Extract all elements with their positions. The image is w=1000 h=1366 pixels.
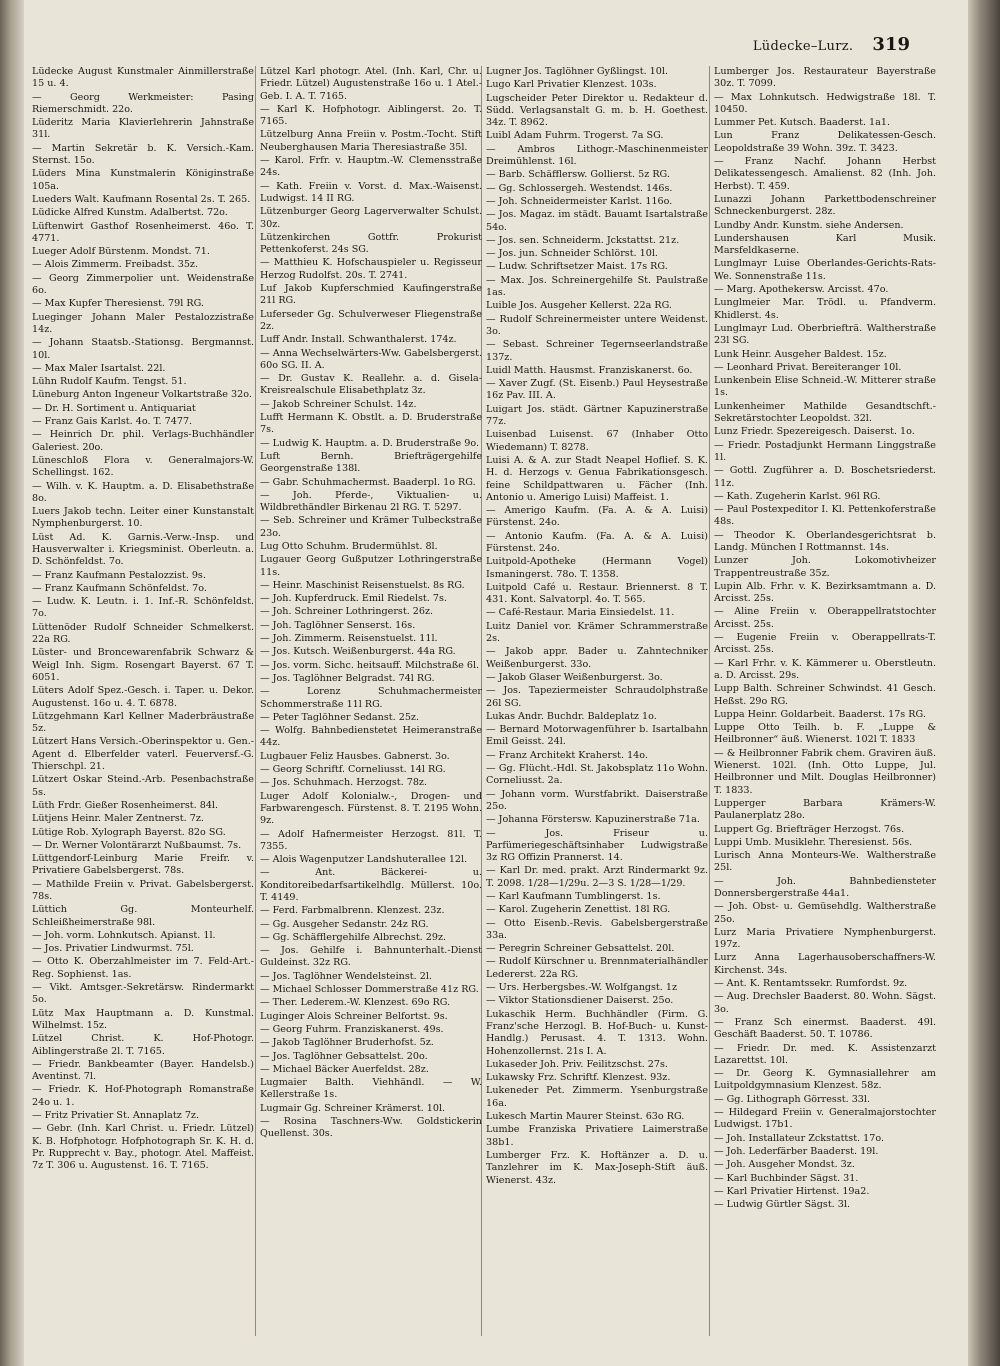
directory-entry: — Franz Kaufmann Schönfeldst. 7o. [32, 582, 207, 594]
directory-entry: — Otto K. Oberzahlmeister im 7. Feld-Art.-Reg. Sophienst. 1as. [32, 956, 254, 980]
directory-entry: — Kath. Freiin v. Vorst. d. Max.-Waisenst. Ludwigst. 14 II RG. [260, 180, 482, 204]
directory-entry: — Georg Fuhrm. Franziskanerst. 49s. [260, 1023, 444, 1035]
directory-entry: Lüdecke August Kunstmaler Ainmillerstraße 15 u. 4. [32, 66, 254, 90]
directory-entry: — Joh. Schreiner Lothringerst. 26z. [260, 606, 434, 618]
directory-entry: — Joh. Ausgeher Mondst. 3z. [714, 1159, 855, 1171]
directory-entry: — Jos. Magaz. im städt. Bauamt Isartalstraße 54o. [486, 209, 708, 233]
directory-entry: — Karl Dr. med. prakt. Arzt Rindermarkt 9z. T. 2098. 1/28—1/29u. 2—3 S. 1/28—1/29. [486, 865, 708, 889]
directory-entry: — Ludwig Gürtler Sägst. 3l. [714, 1199, 851, 1211]
directory-entry: Lützert Oskar Steind.-Arb. Pesenbachstraße 5s. [32, 774, 254, 798]
directory-entry: Lüttich Gg. Monteurhelf. Schleißheimerstraße 98l. [32, 904, 254, 928]
directory-entry: — Jos. Privatier Lindwurmst. 75l. [32, 943, 194, 955]
directory-entry: — Theodor K. Oberlandesgerichtsrat b. Landg. München I Rottmannst. 14s. [714, 529, 936, 553]
directory-entry: — Gg. Ausgeher Sedanstr. 24z RG. [260, 918, 429, 930]
directory-entry: — Jos. Gehilfe i. Bahnunterhalt.-Dienst Guldeinst. 32z RG. [260, 945, 482, 969]
directory-entry: — Franz Sch einermst. Baaderst. 49l. Geschäft Baaderst. 50. T. 10786. [714, 1016, 936, 1041]
directory-entry: — Jakob Glaser Weißenburgerst. 3o. [486, 671, 663, 683]
directory-entry: Lüdicke Alfred Kunstm. Adalbertst. 72o. [32, 207, 228, 219]
directory-entry: — Ludw. K. Leutn. i. 1. Inf.-R. Schönfeldst. 7o. [32, 596, 254, 620]
directory-entry: Lugscheider Peter Direktor u. Redakteur d. Südd. Verlagsanstalt G. m. b. H. Goethest. 34z. T. 8962. [486, 92, 708, 129]
directory-entry: Luible Jos. Ausgeher Kellerst. 22a RG. [486, 300, 672, 312]
directory-entry: — Rosina Taschners-Ww. Goldstickerin Quellenst. 30s. [260, 1116, 482, 1140]
directory-entry: Luferseder Gg. Schulverweser Fliegenstraße 2z. [260, 308, 482, 332]
directory-entry: — Anna Wechselwärters-Ww. Gabelsbergerst. 60o SG. II. A. [260, 347, 482, 371]
directory-entry: Luisenbad Luisenst. 67 (Inhaber Otto Wiedemann) T. 8278. [486, 429, 708, 453]
directory-entry: — & Heilbronner Fabrik chem. Graviren äuß. Wienerst. 102l. (Inh. Otto Luppe, Jul. Heilbronner und Milt. Douglas Heilbronner) T. 1833. [714, 747, 936, 796]
directory-entry: — Wolfg. Bahnbedienstetet Heimeranstraße 44z. [260, 725, 482, 749]
directory-entry: — Peregrin Schreiner Gebsattelst. 20l. [486, 943, 675, 955]
directory-entry: — Karol. Zugeherin Zenettist. 18l RG. [486, 904, 671, 916]
directory-entry: Luger Adolf Kolonialw.-, Drogen- und Farbwarengesch. Fürstenst. 8. T. 2195 Wohn. 9z. [260, 790, 482, 827]
directory-entry: — Café-Restaur. Maria Einsiedelst. 11. [486, 607, 675, 619]
directory-entry: — Ant. Bäckerei- u. Konditoreibedarfsartikelhdlg. Müllerst. 10o. T. 4149. [260, 867, 482, 903]
directory-entry: — Bernard Motorwagenführer b. Isartalbahn Emil Geisst. 24l. [486, 724, 708, 748]
directory-entry: — Franz Gais Karlst. 4o. T. 7477. [32, 416, 193, 428]
directory-entry: Lützenkirchen Gottfr. Prokurist Pettenkoferst. 24s SG. [260, 231, 482, 256]
page-edge [968, 0, 1000, 1366]
directory-entry: Lugner Jos. Taglöhner Gyßlingst. 10l. [486, 66, 669, 77]
directory-entry: — Rudolf Schreinermeister untere Weidenst. 3o. [486, 313, 708, 337]
directory-entry: Lüth Frdr. Gießer Rosenheimerst. 84l. [32, 799, 219, 811]
directory-entry: Lupperger Barbara Krämers-W. Paulanerplatz 28o. [714, 797, 936, 822]
directory-entry: — Gg. Lithograph Görresst. 33l. [714, 1093, 871, 1105]
directory-entry: — Wilh. v. K. Hauptm. a. D. Elisabethstraße 8o. [32, 480, 254, 504]
directory-entry: — Dr. Werner Volontärarzt Nußbaumst. 7s. [32, 839, 242, 851]
directory-entry: — Karl Frhr. v. K. Kämmerer u. Oberstleutn. a. D. Arcisst. 29s. [714, 657, 936, 681]
directory-entry: — Jos. Kutsch. Weißenburgerst. 44a RG. [260, 646, 456, 658]
directory-entry: — Aline Freiin v. Oberappellratstochter Arcisst. 25s. [714, 606, 936, 630]
directory-entry: — Kath. Zugeherin Karlst. 96l RG. [714, 490, 881, 502]
directory-entry: Lugmaier Balth. Viehhändl. — W. Kellerstraße 1s. [260, 1077, 482, 1101]
directory-entry: — Amerigo Kaufm. (Fa. A. & A. Luisi) Fürstenst. 24o. [486, 505, 708, 529]
directory-entry: — Paul Postexpeditor I. Kl. Pettenkoferstraße 48s. [714, 504, 936, 528]
directory-entry: Lummer Pet. Kutsch. Baaderst. 1a1. [714, 117, 891, 129]
directory-entry: — Joh. Installateur Zckstattst. 17o. [714, 1132, 885, 1144]
directory-entry: — Johanna Förstersw. Kapuzinerstraße 71a. [486, 814, 700, 826]
directory-entry: — Peter Taglöhner Sedanst. 25z. [260, 711, 420, 723]
directory-entry: Lugmair Gg. Schreiner Krämerst. 10l. [260, 1102, 446, 1114]
directory-entry: Luitz Daniel vor. Krämer Schrammerstraße 2s. [486, 620, 708, 645]
running-title: Lüdecke–Lurz. [752, 39, 854, 54]
directory-entry: Lüttenöder Rudolf Schneider Schmelkerst. 22a RG. [32, 621, 254, 646]
directory-entry: — Karl K. Hofphotogr. Aiblingerst. 2o. T. 7165. [260, 103, 482, 128]
directory-entry: — Dr. Gustav K. Reallehr. a. d. Gisela-Kreisrealschule Elisabethplatz 3z. [260, 373, 482, 397]
directory-entry: — Lorenz Schuhmachermeister Schommerstraße 11l RG. [260, 686, 482, 710]
directory-entry: — Gebr. (Inh. Karl Christ. u. Friedr. Lützel) K. B. Hofphotogr. Hofphotograph Sr. K. H. d. Pr. Rupprecht v. Bay., photogr. Atel. Maffeist. 7z T. 306 u. Augustenst. 16. T. 7165. [32, 1123, 254, 1172]
directory-entry: — Michael Schlosser Dommerstraße 41z RG. [260, 984, 479, 996]
directory-entry: Lundby Andr. Kunstm. siehe Andersen. [714, 219, 904, 231]
directory-entry: — Gg. Schlossergeh. Westendst. 146s. [486, 182, 673, 194]
directory-entry: Luitpold-Apotheke (Hermann Vogel) Ismaningerst. 78o. T. 1358. [486, 556, 708, 580]
column-2 [260, 66, 482, 1336]
directory-entry: Lüters Adolf Spez.-Gesch. i. Taper. u. Dekor. Augustenst. 16o u. 4. T. 6878. [32, 685, 254, 709]
column-divider [709, 66, 710, 1336]
directory-entry: Lütige Rob. Xylograph Bayerst. 82o SG. [32, 826, 226, 838]
directory-entry: Lunglmeier Mar. Trödl. u. Pfandverm. Khidlerst. 4s. [714, 297, 936, 321]
directory-entry: — Jos. sen. Schneiderm. Jckstattst. 21z. [486, 234, 680, 246]
directory-entry: — Vikt. Amtsger.-Sekretärsw. Rindermarkt 5o. [32, 982, 254, 1006]
directory-entry: Lunz Friedr. Spezereigesch. Daiserst. 1o. [714, 426, 915, 438]
directory-entry: Luppe Otto Teilh. b. F. „Luppe & Heilbronner“ äuß. Wienerst. 102l T. 1833 [714, 722, 936, 746]
directory-entry: — Mathilde Freiin v. Privat. Gabelsbergerst. 78s. [32, 878, 254, 902]
directory-entry: — Jos. Taglöhner Wendelsteinst. 2l. [260, 970, 432, 982]
directory-entry: Lug Otto Schuhm. Brudermühlst. 8l. [260, 540, 438, 552]
column-divider [255, 66, 256, 1336]
directory-entry: — Joh. Taglöhner Senserst. 16s. [260, 619, 416, 631]
directory-entry: Luppert Gg. Briefträger Herzogst. 76s. [714, 823, 905, 835]
directory-entry: Lunglmayr Luise Oberlandes-Gerichts-Rats-We. Sonnenstraße 11s. [714, 258, 936, 282]
directory-entry: — Ambros Lithogr.-Maschinenmeister Dreimühlenst. 16l. [486, 143, 708, 168]
directory-entry: — Jos. Taglöhner Gebsattelst. 20o. [260, 1050, 428, 1062]
directory-entry: Lukeneder Pet. Zimmerm. Ysenburgstraße 16a. [486, 1085, 708, 1109]
directory-entry: Lueger Adolf Bürstenm. Mondst. 71. [32, 246, 210, 258]
directory-entry: Lupp Balth. Schreiner Schwindst. 41 Gesch. Heßst. 29o RG. [714, 683, 936, 707]
directory-entry: Lunglmayr Lud. Oberbriefträ. Waltherstraße 23l SG. [714, 322, 936, 347]
directory-entry: — Ludwig K. Hauptm. a. D. Bruderstraße 9o. [260, 437, 479, 449]
directory-entry: Lützert Hans Versich.-Oberinspektor u. Gen.-Agent d. Elberfelder vaterl. Feuerversf.-G. Thierschpl. 21. [32, 736, 254, 773]
directory-entry: — Friedr. K. Hof-Photograph Romanstraße 24o u. 1. [32, 1084, 254, 1108]
directory-entry: Lun Franz Delikatessen-Gesch. Leopoldstraße 39 Wohn. 39z. T. 3423. [714, 130, 936, 154]
directory-entry: Lunzer Joh. Lokomotivheizer Trappentreustraße 35z. [714, 555, 936, 579]
directory-entry: — Aug. Drechsler Baaderst. 80. Wohn. Sägst. 3o. [714, 991, 936, 1015]
directory-entry: — Jos. Taglöhner Belgradst. 74l RG. [260, 672, 435, 684]
directory-entry: — Ther. Lederem.-W. Klenzest. 69o RG. [260, 997, 451, 1009]
directory-entry: Lukaschik Herm. Buchhändler (Firm. G. Franz'sche Herzogl. B. Hof-Buch- u. Kunst-Handlg.) Perusast. 4. T. 1313. Wohn. Hohenzollernst. 21s I. A. [486, 1008, 708, 1057]
directory-entry: — Johann Staatsb.-Stationsg. Bergmannst. 10l. [32, 337, 254, 361]
directory-entry: — Karl Privatier Hirtenst. 19a2. [714, 1185, 870, 1197]
directory-entry: — Joh. Pferde-, Viktualien- u. Wildbrethändler Birkenau 2l RG. T. 5297. [260, 489, 482, 514]
directory-entry: — Otto Eisenb.-Revis. Gabelsbergerstraße 33a. [486, 917, 708, 941]
directory-entry: — Georg Werkmeister: Pasing Riemerschmidt. 22o. [32, 91, 254, 115]
directory-entry: — Heinr. Maschinist Reisenstuelst. 8s RG. [260, 579, 465, 591]
directory-entry: — Rudolf Kürschner u. Brennmaterialhändler Ledererst. 22a RG. [486, 956, 708, 980]
directory-entry: — Leonhard Privat. Bereiteranger 10l. [714, 361, 902, 373]
directory-entry: — Gabr. Schuhmachermst. Baaderpl. 1o RG. [260, 476, 476, 488]
directory-entry: — Franz Nachf. Johann Herbst Delikatessengesch. Amalienst. 82 (Inh. Joh. Herbst). T. 459. [714, 156, 936, 192]
directory-entry: — Jos. Tapeziermeister Schraudolphstraße 26l SG. [486, 685, 708, 709]
directory-entry: — Jos. Friseur u. Parfümeriegeschäftsinhaber Ludwigstraße 3z RG Offizin Prannerst. 14. [486, 827, 708, 864]
directory-entry: — Johann vorm. Wurstfabrikt. Daiserstraße 25o. [486, 788, 708, 812]
directory-entry: Lufft Hermann K. Obstlt. a. D. Bruderstraße 7s. [260, 412, 482, 436]
directory-entry: — Georg Schriftf. Corneliusst. 14l RG. [260, 764, 446, 776]
page-number: 319 [872, 34, 910, 55]
directory-entry: — Franz Architekt Kraherst. 14o. [486, 749, 648, 761]
directory-entry: — Seb. Schreiner und Krämer Tulbeckstraße 23o. [260, 515, 482, 539]
directory-entry: Lützelburg Anna Freiin v. Postm.-Tocht. Stift Neuberghausen Maria Theresiastraße 35l. [260, 129, 482, 153]
directory-entry: — Xaver Zugf. (St. Eisenb.) Paul Heysestraße 16z Pav. III. A. [486, 378, 708, 402]
directory-entry: — Karl Buchbinder Sägst. 31. [714, 1172, 859, 1184]
directory-entry: Lützel Karl photogr. Atel. (Inh. Karl, Chr. u. Friedr. Lützel) Augustenstraße 16o u. 1 Atel.-Geb. I. A. T. 7165. [260, 66, 482, 102]
directory-entry: Lüttgendorf-Leinburg Marie Freifr. v. Privatiere Gabelsbergerst. 78s. [32, 853, 254, 877]
directory-entry: Luers Jakob techn. Leiter einer Kunstanstalt Nymphenburgerst. 10. [32, 506, 254, 530]
directory-entry: Lumbe Franziska Privatiere Laimerstraße 38b1. [486, 1124, 708, 1148]
directory-entry: Lüftenwirt Gasthof Rosenheimerst. 46o. T. 4771. [32, 220, 254, 244]
directory-entry: Lützel Christ. K. Hof-Photogr. Aiblingerstraße 2l. T. 7165. [32, 1033, 254, 1057]
directory-entry: — Max Kupfer Theresienst. 79l RG. [32, 298, 204, 310]
directory-entry: Lukas Andr. Buchdr. Baldeplatz 1o. [486, 710, 657, 722]
directory-entry: — Jos. vorm. Sichc. heitsauff. Milchstraße 6l. [260, 659, 480, 671]
directory-entry: Lumberger Frz. K. Hoftänzer a. D. u. Tanzlehrer im K. Max-Joseph-Stift äuß. Wienerst. 43z. [486, 1149, 708, 1186]
directory-entry: — Karol. Frfr. v. Hauptm.-W. Clemensstraße 24s. [260, 155, 482, 179]
directory-entry: Lugbauer Feliz Hausbes. Gabnerst. 3o. [260, 750, 450, 762]
directory-entry: Luppi Umb. Musiklehr. Theresienst. 56s. [714, 836, 913, 848]
directory-entry: — Eugenie Freiin v. Oberappellrats-T. Arcisst. 25s. [714, 632, 936, 656]
running-header [560, 34, 910, 56]
directory-entry: — Jakob Taglöhner Bruderhofst. 5z. [260, 1037, 434, 1049]
directory-entry: Lüst Ad. K. Garnis.-Verw.-Insp. und Hausverwalter i. Kriegsminist. Oberleutn. a. D. Schönfeldst. 7o. [32, 531, 254, 568]
directory-entry: — Joh. Lederfärber Baaderst. 19l. [714, 1145, 879, 1157]
directory-entry: — Max Lohnkutsch. Hedwigstraße 18l. T. 10450. [714, 91, 936, 115]
directory-entry: Lütz Max Hauptmann a. D. Kunstmal. Wilhelmst. 15z. [32, 1007, 254, 1031]
directory-entry: Lütjens Heinr. Maler Zentnerst. 7z. [32, 813, 204, 825]
directory-entry: — Georg Zimmerpolier unt. Weidenstraße 6o. [32, 272, 254, 297]
column-3 [486, 66, 708, 1336]
directory-entry: — Barb. Schäfflersw. Gollierst. 5z RG. [486, 169, 670, 181]
directory-entry: — Jos. jun. Schneider Schlörst. 10l. [486, 248, 658, 260]
directory-entry: Luginger Alois Schreiner Belfortst. 9s. [260, 1010, 448, 1022]
directory-entry: Luisi A. & A. zur Stadt Neapel Hoflief. S. K. H. d. Herzogs v. Genua Fabrikationsgesch. feine Schildpattwaren u. Fächer (Inh. Antonio u. Amerigo Luisi) Maffeist. 1. [486, 454, 708, 503]
directory-entry: — Michael Bäcker Auerfeldst. 28z. [260, 1063, 429, 1075]
directory-entry: — Alois Zimmerm. Freibadst. 35z. [32, 259, 199, 271]
directory-entry: — Gg. Schäfflergehilfe Albrechst. 29z. [260, 931, 447, 943]
directory-entry: Lunkenbein Elise Schneid.-W. Mitterer straße 1s. [714, 375, 936, 399]
directory-entry: — Viktor Stationsdiener Daiserst. 25o. [486, 995, 674, 1007]
directory-entry: — Gg. Flücht.-Hdl. St. Jakobsplatz 11o Wohn. Corneliusst. 2a. [486, 763, 708, 787]
directory-entry: — Joh. Schneidermeister Karlst. 116o. [486, 195, 673, 207]
directory-entry: — Dr. H. Sortiment u. Antiquariat [32, 402, 196, 414]
directory-entry: Lupin Alb. Frhr. v. K. Bezirksamtmann a. D. Arcisst. 25s. [714, 580, 936, 605]
directory-entry: — Ferd. Farbmalbrenn. Klenzest. 23z. [260, 905, 445, 917]
directory-entry: — Antonio Kaufm. (Fa. A. & A. Luisi) Fürstenst. 24o. [486, 530, 708, 554]
directory-entry: Lützenburger Georg Lagerverwalter Schulst. 30z. [260, 206, 482, 230]
directory-entry: — Gottl. Zugführer a. D. Boschetsriederst. 11z. [714, 465, 936, 489]
directory-entry: Lunk Heinr. Ausgeher Baldest. 15z. [714, 348, 887, 360]
directory-entry: — Joh. vorm. Lohnkutsch. Apianst. 1l. [32, 929, 216, 941]
directory-entry: — Dr. Georg K. Gymnasiallehrer am Luitpoldgymnasium Klenzest. 58z. [714, 1068, 936, 1092]
directory-entry: — Heinrich Dr. phil. Verlags-Buchhändler Galeriest. 20o. [32, 429, 254, 453]
directory-entry: Lunazzi Johann Parkettbodenschreiner Schneckenburgerst. 28z. [714, 193, 936, 218]
directory-entry: Lugo Karl Privatier Klenzest. 103s. [486, 79, 657, 91]
directory-entry: Lugauer Georg Gußputzer Lothringerstraße 11s. [260, 554, 482, 578]
directory-entry: — Joh. Kupferdruck. Emil Riedelst. 7s. [260, 593, 447, 605]
directory-entry: — Hildegard Freiin v. Generalmajorstochter Ludwigst. 17b1. [714, 1107, 936, 1131]
directory-entry: — Marg. Apothekersw. Arcisst. 47o. [714, 284, 889, 296]
directory-entry: Lützgehmann Karl Kellner Maderbräustraße 5z. [32, 710, 254, 735]
directory-entry: Lurz Anna Lagerhausoberschaffners-W. Kirchenst. 34s. [714, 952, 936, 976]
directory-entry: Lüneburg Anton Ingeneur Volkartstraße 32o. [32, 389, 252, 401]
directory-entry: Lukaseder Joh. Priv. Feilitzschst. 27s. [486, 1058, 668, 1070]
directory-entry: Luft Bernh. Briefträgergehilfe Georgenstraße 138l. [260, 450, 482, 475]
directory-entry: — Karl Kaufmann Tumblingerst. 1s. [486, 891, 661, 902]
directory-entry: Luf Jakob Kupferschmied Kaufingerstraße 21l RG. [260, 283, 482, 307]
directory-entry: Lühn Rudolf Kaufm. Tengst. 51. [32, 376, 187, 388]
directory-entry: Lüderitz Maria Klavierlehrerin Jahnstraße 31l. [32, 117, 254, 141]
directory-entry: Lurisch Anna Monteurs-We. Waltherstraße 25l. [714, 850, 936, 874]
directory-entry: — Franz Kaufmann Pestalozzist. 9s. [32, 569, 206, 581]
directory-entry: — Adolf Hafnermeister Herzogst. 81l. T. 7355. [260, 828, 482, 852]
directory-entry: — Matthieu K. Hofschauspieler u. Regisseur Herzog Rudolfst. 20s. T. 2741. [260, 257, 482, 281]
directory-entry: Lundershausen Karl Musik. Marsfeldkaserne. [714, 232, 936, 257]
directory-entry: — Friedr. Dr. med. K. Assistenzarzt Lazarettst. 10l. [714, 1042, 936, 1066]
directory-entry: — Joh. Zimmerm. Reisenstuelst. 11l. [260, 633, 438, 645]
directory-entry: — Ludw. Schriftsetzer Maist. 17s RG. [486, 261, 668, 273]
directory-entry: Lurz Maria Privatiere Nymphenburgerst. 197z. [714, 926, 936, 951]
directory-entry: Lüneschloß Flora v. Generalmajors-W. Schellingst. 162. [32, 454, 254, 479]
directory-entry: Lunkenheimer Mathilde Gesandtschft.-Sekretärstochter Leopoldst. 32l. [714, 400, 936, 425]
directory-entry: — Joh. Bahnbediensteter Donnersbergerstraße 44a1. [714, 875, 936, 899]
directory-entry: — Ant. K. Rentamtssekr. Rumfordst. 9z. [714, 978, 908, 990]
directory-entry: — Max Maler Isartalst. 22l. [32, 362, 166, 374]
directory-entry: — Jakob appr. Bader u. Zahntechniker Weißenburgerst. 33o. [486, 646, 708, 670]
directory-entry: Lumberger Jos. Restaurateur Bayerstraße 30z. T. 7099. [714, 66, 936, 90]
directory-entry: — Friedr. Bankbeamter (Bayer. Handelsb.) Aventinst. 7l. [32, 1058, 254, 1083]
directory-entry: Luff Andr. Install. Schwanthalerst. 174z. [260, 334, 457, 346]
directory-entry: Lukesch Martin Maurer Steinst. 63o RG. [486, 1111, 685, 1123]
directory-entry: — Sebast. Schreiner Tegernseerlandstraße 137z. [486, 339, 708, 363]
directory-entry: — Friedr. Postadjunkt Hermann Linggstraße 1l. [714, 439, 936, 463]
directory-entry: — Jakob Schreiner Schulst. 14z. [260, 398, 417, 410]
directory-entry: — Martin Sekretär b. K. Versich.-Kam. Sternst. 15o. [32, 142, 254, 167]
directory-entry: Luigart Jos. städt. Gärtner Kapuzinerstraße 77z. [486, 403, 708, 428]
directory-entry: Luitpold Café u. Restaur. Briennerst. 8 T. 431. Kont. Salvatorpl. 4o. T. 565. [486, 581, 708, 606]
directory-entry: Luibl Adam Fuhrm. Trogerst. 7a SG. [486, 130, 664, 142]
directory-entry: — Urs. Herbergsbes.-W. Wolfgangst. 1z [486, 982, 678, 994]
directory-entry: Lüster- und Broncewarenfabrik Schwarz & Weigl Inh. Sigm. Rosengart Bayerst. 67 T. 6051. [32, 647, 254, 683]
directory-entry: Luppa Heinr. Goldarbeit. Baaderst. 17s RG. [714, 708, 926, 720]
directory-entry: — Fritz Privatier St. Annaplatz 7z. [32, 1110, 200, 1122]
directory-entry: — Joh. Obst- u. Gemüsehdlg. Waltherstraße 25o. [714, 901, 936, 925]
directory-entry: — Max. Jos. Schreinergehilfe St. Paulstraße 1as. [486, 274, 708, 299]
directory-entry: Luidl Matth. Hausmst. Franziskanerst. 6o. [486, 364, 693, 376]
book-binding [0, 0, 24, 1366]
column-4 [714, 66, 936, 1336]
directory-entry: Lueders Walt. Kaufmann Rosental 2s. T. 265. [32, 193, 251, 205]
directory-entry: Lukawsky Frz. Schriftf. Klenzest. 93z. [486, 1072, 671, 1084]
directory-entry: — Jos. Schuhmach. Herzogst. 78z. [260, 777, 428, 789]
column-1 [32, 66, 254, 1336]
directory-entry: Lüders Mina Kunstmalerin Königinstraße 105a. [32, 168, 254, 192]
directory-entry: — Alois Wagenputzer Landshuterallee 12l. [260, 854, 468, 866]
directory-entry: Lueginger Johann Maler Pestalozzistraße 14z. [32, 311, 254, 335]
